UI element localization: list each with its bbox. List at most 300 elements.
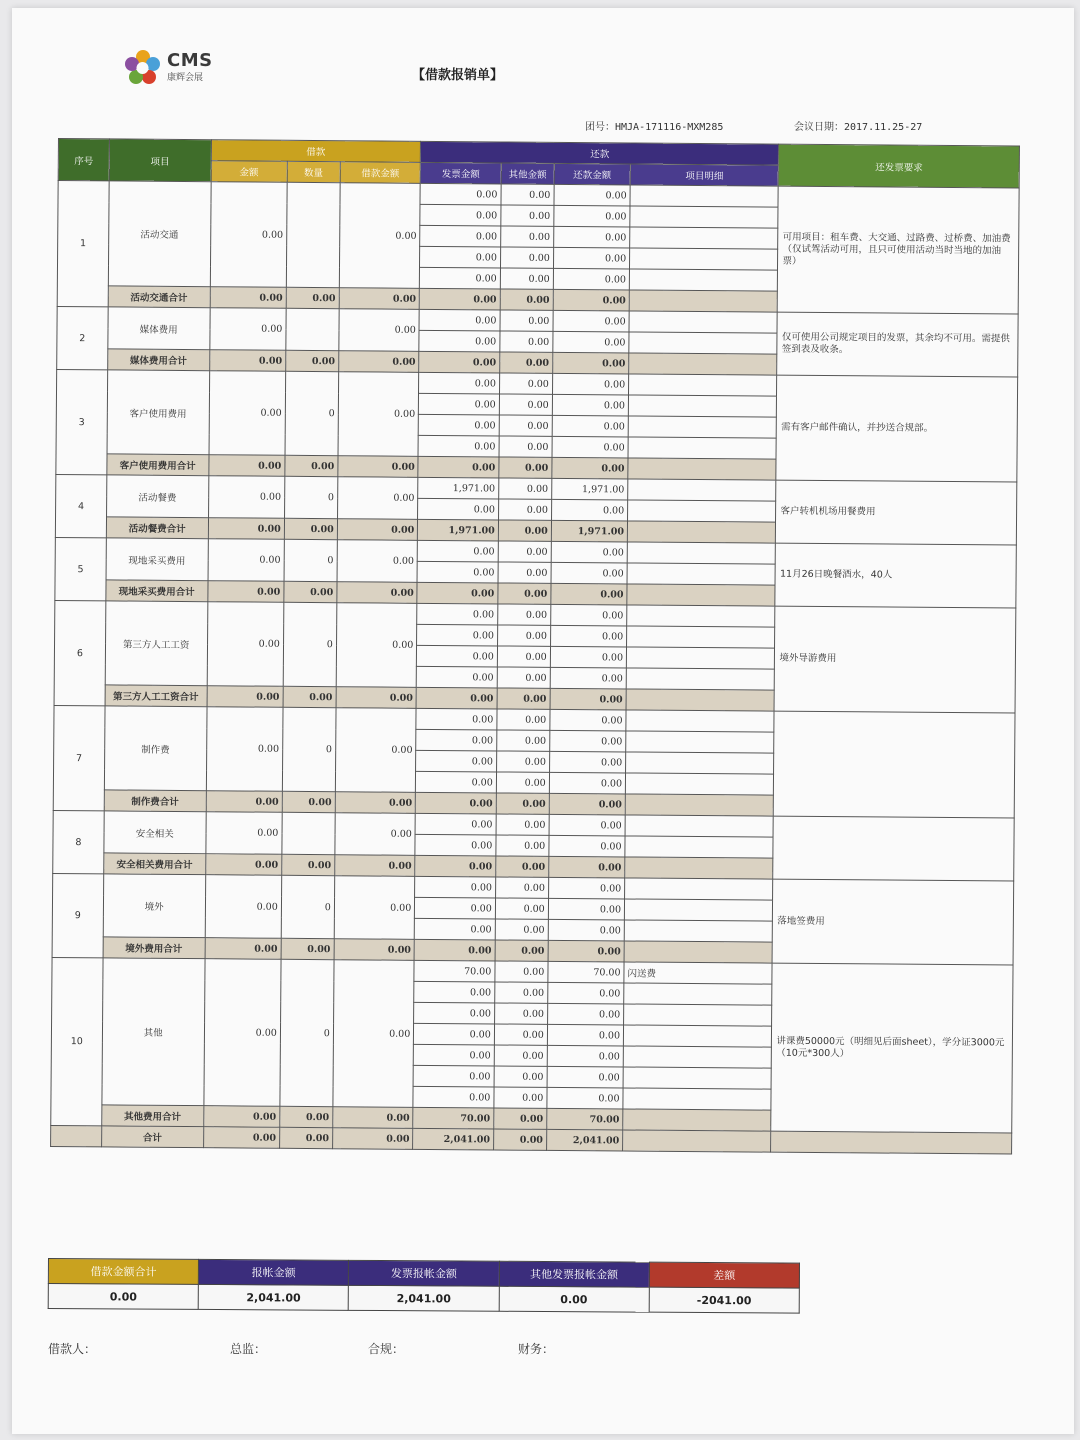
cms-logo	[123, 48, 243, 88]
subtotal-amount: 0.00	[207, 581, 283, 603]
subtotal-detail	[625, 857, 774, 879]
other-amount-cell: 0.00	[498, 499, 551, 520]
subtotal-invoice: 0.00	[414, 939, 495, 961]
subtotal-detail	[624, 941, 773, 963]
invoice-amount-cell: 0.00	[420, 267, 501, 289]
other-amount-cell: 0.00	[494, 1024, 547, 1045]
other-amount-cell: 0.00	[497, 625, 550, 646]
section-number: 4	[55, 474, 106, 537]
item-detail-cell	[629, 332, 778, 354]
section-number: 2	[57, 306, 108, 369]
invoice-amount-cell: 0.00	[417, 624, 498, 646]
section-number: 7	[53, 705, 105, 810]
invoice-amount-cell: 0.00	[417, 561, 498, 583]
other-amount-cell: 0.00	[494, 1003, 547, 1024]
invoice-amount-cell: 0.00	[414, 1023, 495, 1045]
signature-finance: 财务：	[518, 1342, 555, 1356]
subtotal-other: 0.00	[498, 520, 551, 541]
subtotal-qty: 0.00	[285, 455, 338, 476]
loan-amount-cell: 0.00	[205, 875, 282, 939]
subtotal-invoice: 0.00	[416, 792, 497, 814]
loan-total-cell: 0.00	[339, 309, 420, 352]
section-name: 现地采买费用	[106, 538, 208, 581]
subtotal-label: 客户使用费用合计	[107, 454, 209, 476]
repay-amount-cell: 1,971.00	[551, 478, 627, 500]
item-detail-cell	[625, 878, 774, 900]
invoice-amount-cell: 0.00	[420, 204, 501, 226]
subtotal-repay: 0.00	[550, 688, 626, 710]
other-amount-cell: 0.00	[501, 205, 554, 226]
subtotal-amount: 0.00	[205, 938, 281, 960]
col-invoice-amount: 发票金额	[420, 162, 501, 184]
item-detail-cell	[628, 479, 777, 501]
repay-amount-cell: 0.00	[552, 436, 628, 458]
item-detail-cell	[626, 752, 775, 774]
subtotal-invoice: 0.00	[419, 351, 500, 373]
section-number: 10	[51, 957, 103, 1125]
loan-qty-cell: 0	[283, 602, 337, 686]
subtotal-detail	[628, 458, 777, 480]
section-name: 活动餐费	[106, 475, 208, 518]
other-amount-cell: 0.00	[499, 478, 552, 499]
loan-total-cell: 0.00	[335, 813, 416, 856]
section-number: 3	[56, 369, 108, 474]
subtotal-repay: 0.00	[549, 856, 625, 878]
subtotal-amount: 0.00	[205, 854, 281, 876]
subtotal-label: 第三方人工工资合计	[105, 685, 207, 707]
invoice-amount-cell: 0.00	[418, 414, 499, 436]
other-amount-cell: 0.00	[499, 394, 552, 415]
subtotal-other: 0.00	[498, 583, 551, 604]
meeting-date: 会议日期：2017.11.25-27	[794, 122, 923, 133]
total-invoice: 2,041.00	[413, 1128, 494, 1150]
invoice-amount-cell: 0.00	[418, 435, 499, 457]
subtotal-qty: 0.00	[280, 1106, 333, 1127]
repay-amount-cell: 0.00	[547, 1066, 623, 1088]
expense-table	[50, 138, 1020, 1155]
section-name: 媒体费用	[108, 307, 210, 350]
invoice-amount-cell: 0.00	[414, 981, 495, 1003]
subtotal-loan: 0.00	[337, 582, 418, 604]
subtotal-other: 0.00	[500, 289, 553, 310]
subtotal-label: 活动餐费合计	[106, 517, 208, 539]
subtotal-other: 0.00	[499, 457, 552, 478]
signature-director: 总监：	[230, 1342, 267, 1356]
logo-text: CMS	[167, 50, 213, 71]
subtotal-qty: 0.00	[284, 518, 337, 539]
invoice-amount-cell: 0.00	[413, 1065, 494, 1087]
loan-qty-cell	[286, 182, 340, 287]
loan-qty-cell: 0	[280, 959, 334, 1106]
invoice-amount-cell: 0.00	[419, 330, 500, 352]
subtotal-invoice: 0.00	[418, 456, 499, 478]
other-amount-cell: 0.00	[495, 898, 548, 919]
subtotal-label: 安全相关费用合计	[104, 853, 206, 875]
loan-amount-cell: 0.00	[208, 476, 285, 519]
subtotal-label: 现地采买费用合计	[106, 580, 208, 602]
repay-amount-cell: 0.00	[549, 835, 625, 857]
invoice-amount-cell: 0.00	[413, 1086, 494, 1108]
invoice-requirement	[773, 816, 1014, 881]
summary-difference-value: -2041.00	[649, 1287, 799, 1313]
subtotal-detail	[623, 1109, 772, 1131]
loan-amount-cell: 0.00	[207, 602, 284, 687]
repay-amount-cell: 0.00	[554, 184, 630, 206]
repay-amount-cell: 70.00	[548, 961, 624, 983]
subtotal-loan: 0.00	[337, 519, 418, 541]
total-qty: 0.00	[279, 1127, 332, 1148]
other-amount-cell: 0.00	[498, 562, 551, 583]
item-detail-cell	[624, 1004, 773, 1026]
other-amount-cell: 0.00	[501, 184, 554, 205]
subtotal-label: 境外费用合计	[103, 937, 205, 959]
other-amount-cell: 0.00	[495, 919, 548, 940]
invoice-amount-cell: 0.00	[414, 1044, 495, 1066]
total-detail	[623, 1130, 772, 1152]
item-detail-cell	[628, 437, 777, 459]
invoice-amount-cell: 70.00	[414, 960, 495, 982]
item-detail-cell	[623, 1025, 772, 1047]
subtotal-amount: 0.00	[203, 1106, 279, 1128]
other-amount-cell: 0.00	[494, 1066, 547, 1087]
col-amount: 金额	[211, 161, 287, 183]
loan-total-cell: 0.00	[336, 603, 417, 688]
subtotal-repay: 0.00	[552, 457, 628, 479]
total-repay: 2,041.00	[546, 1129, 622, 1151]
col-loan-group: 借款	[211, 140, 421, 163]
subtotal-amount: 0.00	[209, 350, 285, 372]
loan-qty-cell	[286, 308, 339, 350]
invoice-requirement: 讲课费50000元（明细见后面sheet），学分证3000元（10元*300人）	[771, 963, 1013, 1133]
summary-claim-value: 2,041.00	[198, 1284, 348, 1310]
subtotal-amount: 0.00	[207, 686, 283, 708]
repay-amount-cell: 0.00	[547, 1087, 623, 1109]
repay-amount-cell: 0.00	[553, 310, 629, 332]
item-detail-cell	[627, 563, 776, 585]
repay-amount-cell: 0.00	[548, 877, 624, 899]
subtotal-loan: 0.00	[333, 1107, 414, 1129]
item-detail-cell	[625, 815, 774, 837]
item-detail-cell	[630, 206, 779, 228]
item-detail-cell	[627, 542, 776, 564]
col-item-detail: 项目明细	[630, 164, 779, 186]
repay-amount-cell: 0.00	[553, 226, 629, 248]
other-amount-cell: 0.00	[500, 247, 553, 268]
other-amount-cell: 0.00	[497, 667, 550, 688]
invoice-amount-cell: 0.00	[419, 393, 500, 415]
other-amount-cell: 0.00	[497, 730, 550, 751]
other-amount-cell: 0.00	[496, 751, 549, 772]
other-amount-cell: 0.00	[500, 310, 553, 331]
repay-amount-cell: 0.00	[552, 415, 628, 437]
item-detail-cell	[624, 899, 773, 921]
invoice-amount-cell: 0.00	[417, 666, 498, 688]
col-invoice-req: 还发票要求	[779, 144, 1020, 188]
subtotal-qty: 0.00	[286, 287, 339, 308]
other-amount-cell: 0.00	[499, 415, 552, 436]
summary-claim-label: 报帐金额	[199, 1259, 349, 1285]
other-amount-cell: 0.00	[497, 709, 550, 730]
invoice-amount-cell: 0.00	[419, 309, 500, 331]
item-detail-cell	[628, 500, 777, 522]
summary-other-invoice-label: 其他发票报帐金额	[499, 1261, 649, 1287]
invoice-amount-cell: 0.00	[417, 603, 498, 625]
subtotal-loan: 0.00	[336, 687, 417, 709]
signature-compliance: 合规：	[368, 1342, 405, 1356]
summary-loan-total-value: 0.00	[48, 1284, 198, 1310]
subtotal-other: 0.00	[499, 352, 552, 373]
signature-borrower: 借款人：	[48, 1342, 97, 1356]
subtotal-amount: 0.00	[206, 791, 282, 813]
other-amount-cell: 0.00	[498, 541, 551, 562]
section-name: 客户使用费用	[107, 370, 209, 455]
subtotal-repay: 0.00	[553, 289, 629, 311]
other-amount-cell: 0.00	[494, 1045, 547, 1066]
section-name: 安全相关	[104, 811, 206, 854]
invoice-amount-cell: 0.00	[420, 225, 501, 247]
section-number: 1	[57, 181, 109, 307]
subtotal-loan: 0.00	[339, 288, 420, 310]
repay-amount-cell: 0.00	[553, 247, 629, 269]
subtotal-repay: 70.00	[547, 1108, 623, 1130]
subtotal-other: 0.00	[496, 856, 549, 877]
subtotal-label: 其他费用合计	[102, 1105, 204, 1127]
repay-amount-cell: 0.00	[548, 898, 624, 920]
other-amount-cell: 0.00	[496, 835, 549, 856]
total-amount: 0.00	[203, 1127, 279, 1149]
subtotal-label: 制作费合计	[104, 790, 206, 812]
invoice-requirement: 客户转机机场用餐费用	[776, 480, 1017, 545]
subtotal-loan: 0.00	[334, 939, 415, 961]
subtotal-detail	[625, 794, 774, 816]
repay-amount-cell: 0.00	[550, 625, 626, 647]
other-amount-cell: 0.00	[494, 1087, 547, 1108]
item-detail-cell	[625, 836, 774, 858]
invoice-amount-cell: 0.00	[416, 771, 497, 793]
subtotal-other: 0.00	[494, 1108, 547, 1129]
form-title: 【借款报销单】	[412, 68, 504, 83]
col-qty: 数量	[287, 161, 340, 182]
total-req	[771, 1131, 1012, 1154]
subtotal-detail	[626, 689, 775, 711]
section-name: 境外	[103, 874, 205, 938]
subtotal-qty: 0.00	[282, 791, 335, 812]
total-spacer	[51, 1125, 102, 1146]
loan-total-cell: 0.00	[337, 540, 418, 583]
loan-total-cell: 0.00	[337, 477, 418, 520]
invoice-requirement: 境外导游费用	[774, 606, 1015, 713]
loan-qty-cell: 0	[281, 875, 334, 938]
subtotal-loan: 0.00	[338, 456, 419, 478]
invoice-amount-cell: 0.00	[415, 834, 496, 856]
item-detail-cell	[626, 710, 775, 732]
repay-amount-cell: 0.00	[553, 331, 629, 353]
repay-amount-cell: 0.00	[550, 709, 626, 731]
subtotal-loan: 0.00	[335, 855, 416, 877]
invoice-amount-cell: 0.00	[420, 183, 501, 205]
subtotal-other: 0.00	[497, 688, 550, 709]
section-number: 6	[54, 600, 106, 705]
item-detail-cell	[625, 773, 774, 795]
loan-amount-cell: 0.00	[210, 182, 287, 288]
invoice-requirement: 11月26日晚餐酒水，40人	[775, 543, 1016, 608]
subtotal-label: 媒体费用合计	[108, 349, 210, 371]
repay-amount-cell: 0.00	[551, 562, 627, 584]
loan-amount-cell: 0.00	[206, 707, 283, 792]
total-label: 合计	[101, 1126, 203, 1148]
invoice-amount-cell: 0.00	[417, 645, 498, 667]
invoice-requirement: 落地签费用	[772, 879, 1013, 965]
item-detail-cell	[626, 731, 775, 753]
subtotal-repay: 1,971.00	[551, 520, 627, 542]
repay-amount-cell: 0.00	[547, 1024, 623, 1046]
invoice-amount-cell: 1,971.00	[418, 477, 499, 499]
invoice-amount-cell: 0.00	[415, 897, 496, 919]
item-detail-cell	[626, 647, 775, 669]
section-name: 活动交通	[108, 181, 211, 287]
invoice-amount-cell: 0.00	[420, 246, 501, 268]
summary-invoice-claim-label: 发票报帐金额	[349, 1260, 499, 1286]
subtotal-repay: 0.00	[549, 793, 625, 815]
invoice-amount-cell: 0.00	[417, 540, 498, 562]
section-name: 第三方人工工资	[105, 601, 207, 686]
item-detail-cell	[629, 269, 778, 291]
subtotal-invoice: 0.00	[417, 582, 498, 604]
logo-subtitle: 康辉会展	[167, 73, 204, 83]
other-amount-cell: 0.00	[495, 877, 548, 898]
item-detail-cell	[628, 395, 777, 417]
other-amount-cell: 0.00	[500, 331, 553, 352]
repay-amount-cell: 0.00	[549, 751, 625, 773]
subtotal-invoice: 0.00	[419, 288, 500, 310]
subtotal-other: 0.00	[495, 940, 548, 961]
repay-amount-cell: 0.00	[551, 499, 627, 521]
subtotal-other: 0.00	[496, 793, 549, 814]
other-amount-cell: 0.00	[497, 646, 550, 667]
loan-total-cell: 0.00	[333, 960, 415, 1108]
invoice-requirement	[774, 711, 1015, 818]
item-detail-cell	[630, 227, 779, 249]
repay-amount-cell: 0.00	[552, 373, 628, 395]
subtotal-repay: 0.00	[552, 352, 628, 374]
invoice-amount-cell: 0.00	[415, 876, 496, 898]
summary-loan-total-label: 借款金额合计	[48, 1259, 198, 1285]
col-item: 项目	[109, 139, 211, 182]
other-amount-cell: 0.00	[496, 814, 549, 835]
item-detail-cell	[627, 626, 776, 648]
subtotal-detail	[629, 290, 778, 312]
summary-difference-label: 差额	[649, 1262, 799, 1288]
subtotal-amount: 0.00	[208, 518, 284, 540]
other-amount-cell: 0.00	[499, 436, 552, 457]
invoice-amount-cell: 0.00	[416, 750, 497, 772]
item-detail-cell	[628, 416, 777, 438]
subtotal-loan: 0.00	[338, 351, 419, 373]
loan-total-cell: 0.00	[335, 708, 416, 793]
item-detail-cell	[629, 311, 778, 333]
section-number: 5	[55, 537, 106, 600]
subtotal-amount: 0.00	[210, 287, 286, 309]
invoice-amount-cell: 0.00	[416, 708, 497, 730]
repay-amount-cell: 0.00	[547, 1003, 623, 1025]
invoice-amount-cell: 0.00	[415, 813, 496, 835]
subtotal-qty: 0.00	[283, 686, 336, 707]
summary-other-invoice-value: 0.00	[499, 1286, 649, 1312]
item-detail-cell	[629, 374, 778, 396]
loan-qty-cell: 0	[282, 707, 336, 791]
subtotal-detail	[627, 584, 776, 606]
repay-amount-cell: 0.00	[548, 982, 624, 1004]
invoice-amount-cell: 0.00	[416, 729, 497, 751]
repay-amount-cell: 0.00	[547, 1045, 623, 1067]
invoice-amount-cell: 0.00	[419, 372, 500, 394]
subtotal-invoice: 1,971.00	[418, 519, 499, 541]
col-other-amount: 其他金额	[501, 163, 554, 184]
subtotal-qty: 0.00	[282, 854, 335, 875]
other-amount-cell: 0.00	[500, 268, 553, 289]
loan-total-cell: 0.00	[334, 876, 415, 940]
other-amount-cell: 0.00	[499, 373, 552, 394]
item-detail-cell	[627, 605, 776, 627]
col-seq: 序号	[58, 139, 109, 181]
loan-qty-cell: 0	[285, 371, 339, 455]
item-detail-cell	[623, 1067, 772, 1089]
subtotal-loan: 0.00	[335, 792, 416, 814]
other-amount-cell: 0.00	[500, 226, 553, 247]
subtotal-repay: 0.00	[548, 940, 624, 962]
loan-amount-cell: 0.00	[209, 308, 286, 351]
item-detail-cell: 闪送费	[624, 962, 773, 984]
flower-logo-icon	[123, 48, 163, 88]
item-detail-cell	[624, 983, 773, 1005]
group-number: 团号：HMJA-171116-MXM285	[585, 122, 724, 133]
other-amount-cell: 0.00	[495, 961, 548, 982]
invoice-amount-cell: 0.00	[415, 918, 496, 940]
repay-amount-cell: 0.00	[549, 730, 625, 752]
subtotal-qty: 0.00	[281, 938, 334, 959]
item-detail-cell	[624, 920, 773, 942]
subtotal-invoice: 0.00	[416, 687, 497, 709]
invoice-requirement: 需有客户邮件确认，并抄送合规部。	[776, 375, 1017, 482]
loan-qty-cell: 0	[284, 539, 337, 581]
repay-amount-cell: 0.00	[550, 646, 626, 668]
section-name: 制作费	[104, 706, 206, 791]
invoice-amount-cell: 0.00	[418, 498, 499, 520]
repay-amount-cell: 0.00	[550, 667, 626, 689]
other-amount-cell: 0.00	[496, 772, 549, 793]
section-number: 9	[52, 873, 104, 957]
section-number: 8	[53, 810, 104, 873]
subtotal-label: 活动交通合计	[108, 286, 210, 308]
col-repay-amount: 还款金额	[554, 163, 630, 185]
other-amount-cell: 0.00	[495, 982, 548, 1003]
summary-invoice-claim-value: 2,041.00	[349, 1285, 499, 1311]
other-amount-cell: 0.00	[498, 604, 551, 625]
invoice-amount-cell: 0.00	[414, 1002, 495, 1024]
repay-amount-cell: 0.00	[549, 814, 625, 836]
loan-qty-cell	[282, 812, 335, 854]
subtotal-invoice: 70.00	[413, 1107, 494, 1129]
subtotal-repay: 0.00	[551, 583, 627, 605]
repay-amount-cell: 0.00	[554, 205, 630, 227]
loan-total-cell: 0.00	[338, 372, 419, 457]
loan-total-cell: 0.00	[339, 183, 420, 289]
col-repay-group: 还款	[421, 141, 779, 165]
item-detail-cell	[630, 185, 779, 207]
subtotal-detail	[627, 521, 776, 543]
loan-amount-cell: 0.00	[209, 371, 286, 456]
repay-amount-cell: 0.00	[553, 268, 629, 290]
